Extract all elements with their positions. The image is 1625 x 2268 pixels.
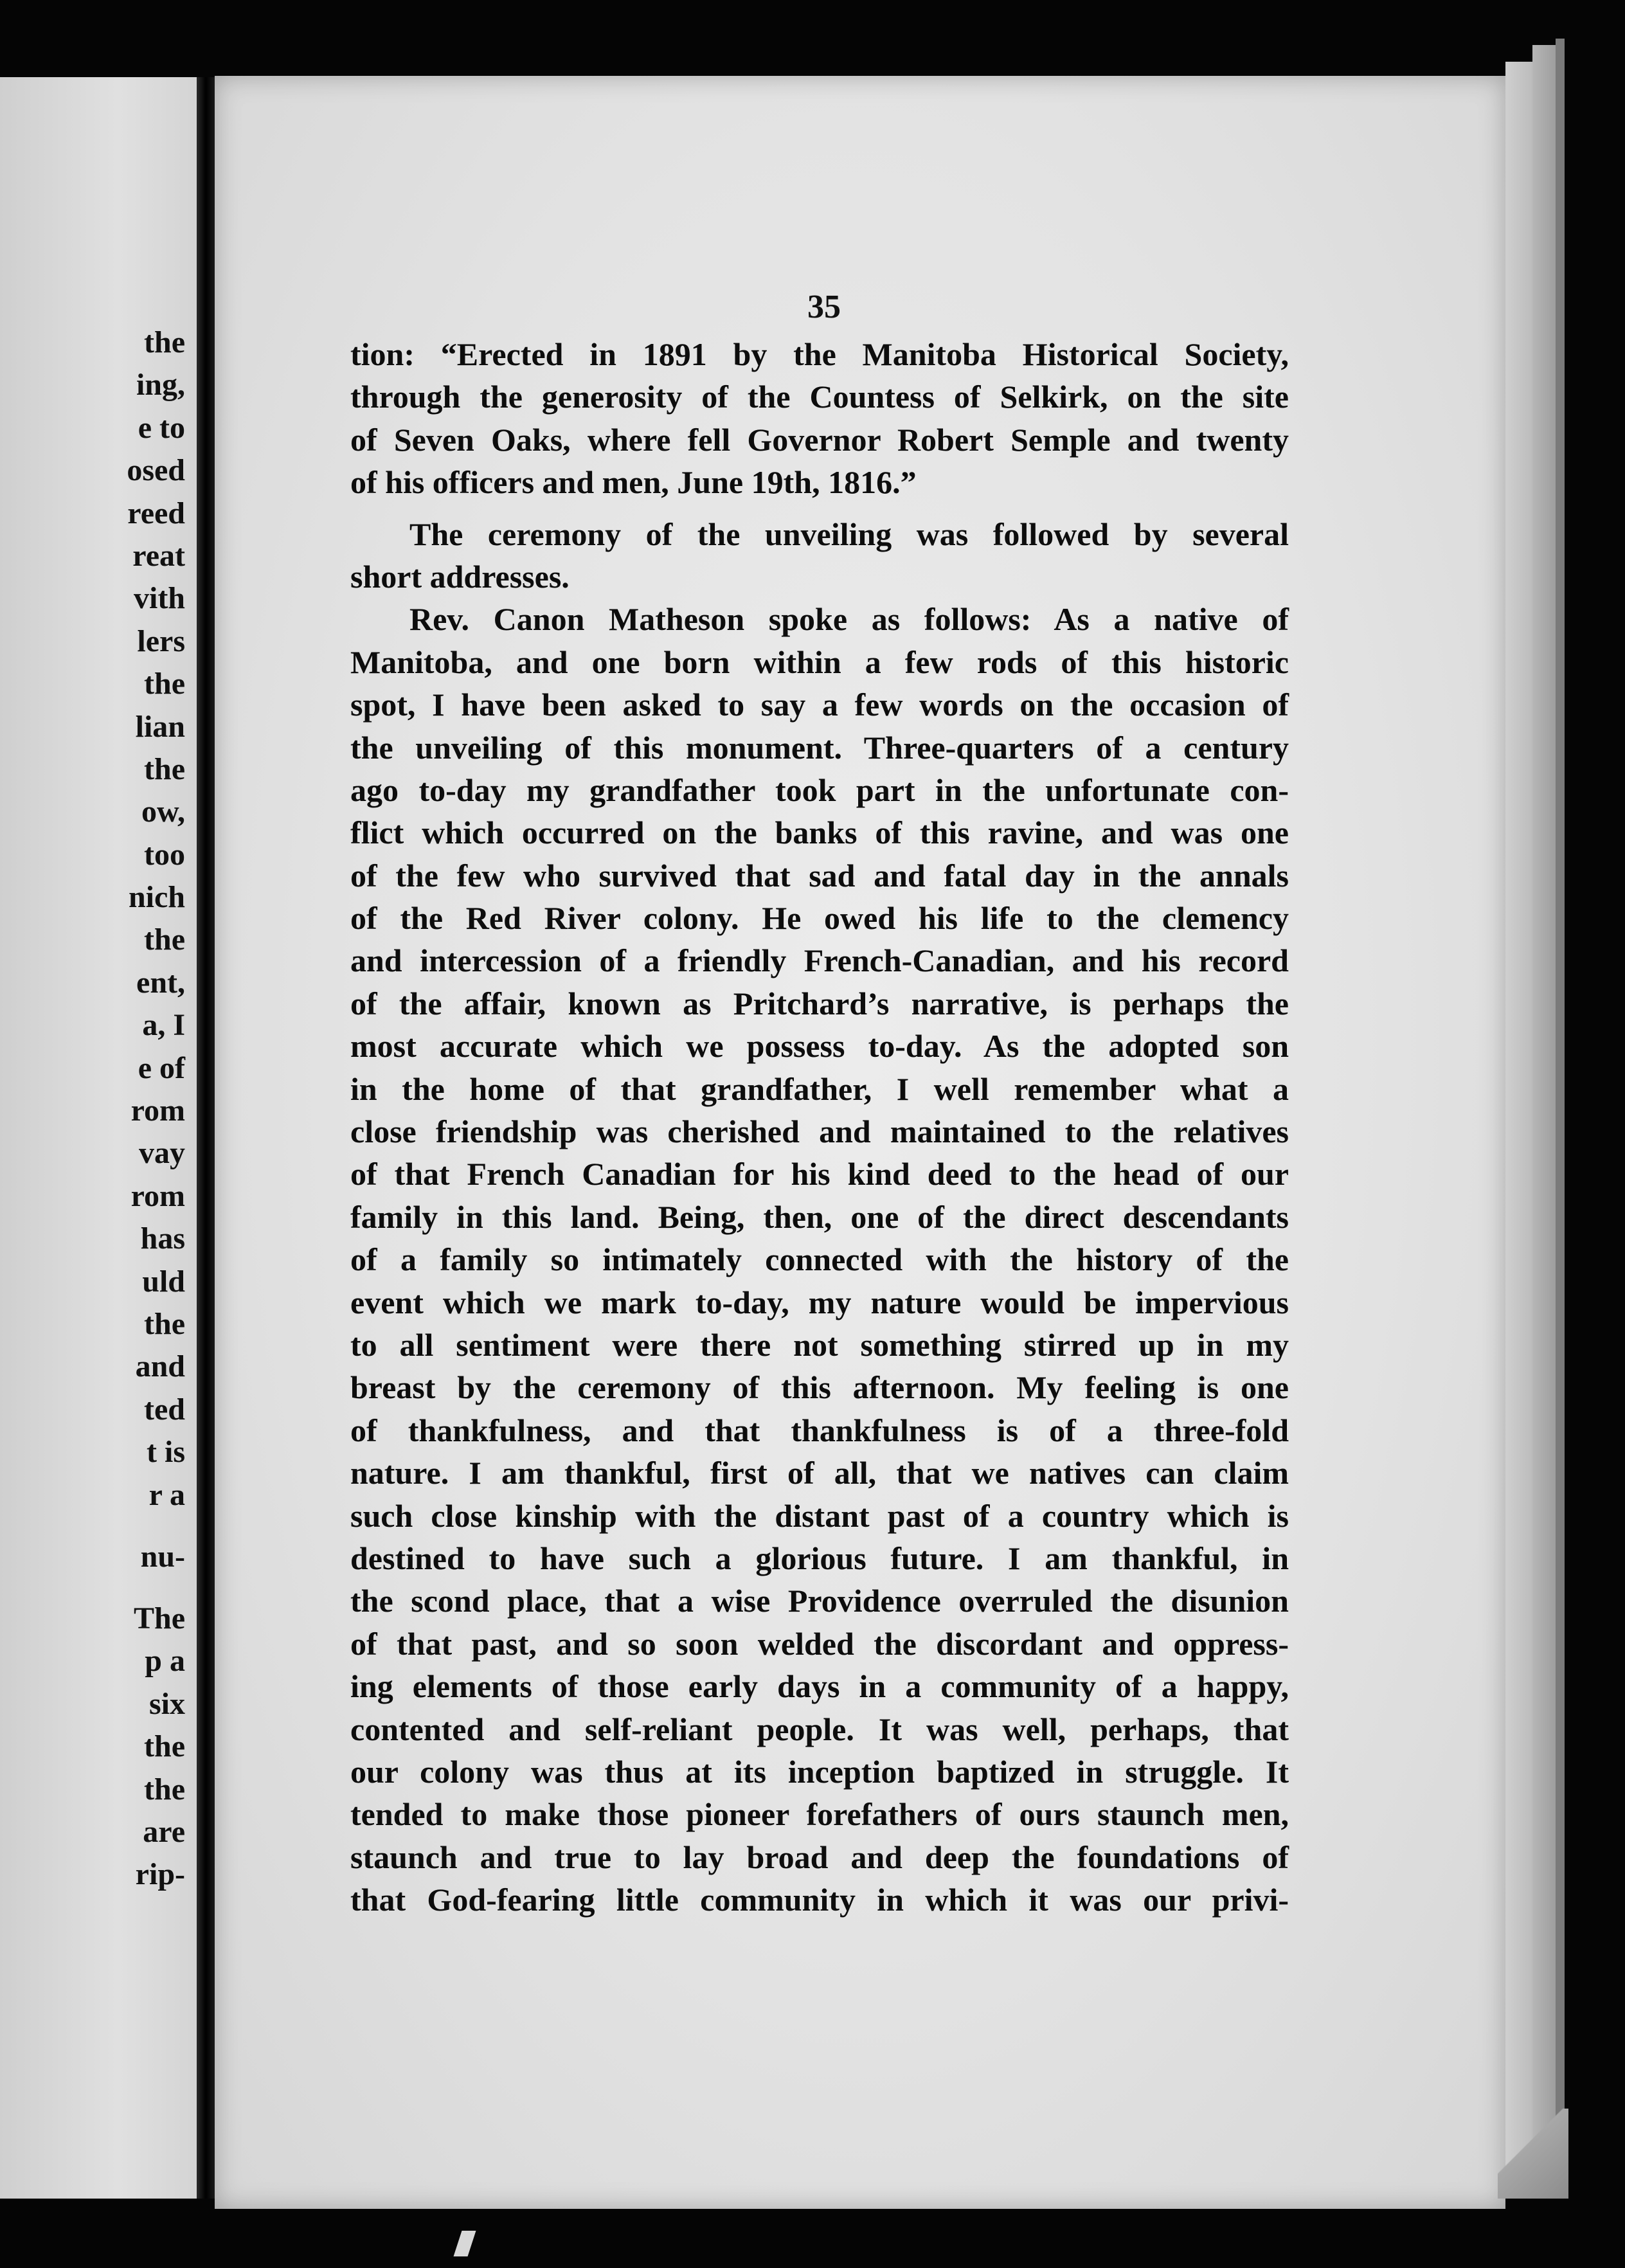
page-body-text [350, 333, 1289, 1921]
text-line: staunch and true to lay broad and deep the foundations of [350, 1839, 1289, 1875]
left-fragment: are [143, 1814, 185, 1849]
text-line: ago to-day my grandfather took part in the unfortunate con- [350, 771, 1289, 808]
text-line: of a family so intimately connected with the history of the [350, 1241, 1289, 1278]
left-fragment: too [144, 837, 185, 872]
left-fragment: reat [132, 538, 185, 573]
left-fragment: the [144, 1729, 185, 1764]
text-line: of his officers and men, June 19th, 1816.” [350, 464, 917, 501]
text-line: most accurate which we possess to-day. As the adopted son [350, 1028, 1289, 1065]
text-line: Rev. Canon Matheson spoke as follows: As a native of [409, 601, 1289, 638]
text-line: flict which occurred on the banks of this ravine, and was one [350, 815, 1289, 851]
left-fragment: ing, [136, 368, 185, 402]
text-line: of that French Canadian for his kind deed to the head of our [350, 1156, 1289, 1192]
text-line: that God-fearing little community in which it was our privi- [350, 1882, 1289, 1918]
scan-speck [454, 2231, 476, 2256]
left-fragment: p a [145, 1644, 185, 1679]
left-fragment: The [133, 1601, 185, 1635]
text-line: of thankfulness, and that thankfulness is of a three-fold [350, 1412, 1289, 1448]
text-line: our colony was thus at its inception baptized in struggle. It [350, 1753, 1289, 1790]
page-edge [1556, 39, 1565, 2121]
left-fragment: the [144, 752, 185, 786]
text-line: The ceremony of the unveiling was followed by several [409, 516, 1289, 552]
text-line: ing elements of those early days in a community of a happy, [350, 1668, 1289, 1705]
text-line: to all sentiment were there not something stirred up in my [350, 1326, 1289, 1363]
left-fragment: vay [139, 1136, 185, 1171]
page-corner-curl [1498, 2109, 1568, 2199]
text-line: short addresses. [350, 558, 570, 595]
page-edge [1505, 62, 1532, 2183]
left-fragment: r a [148, 1477, 185, 1512]
text-line: of the few who survived that sad and fatal day in the annals [350, 857, 1289, 894]
text-line: through the generosity of the Countess of Selkirk, on the site [350, 379, 1289, 415]
text-line: destined to have such a glorious future. I am thankful, in [350, 1540, 1289, 1576]
text-line: event which we mark to-day, my nature would be impervious [350, 1284, 1289, 1320]
left-fragment: and [135, 1349, 185, 1384]
text-line: such close kinship with the distant past of a country which is [350, 1497, 1289, 1534]
text-line: of Seven Oaks, where fell Governor Robert Semple and twenty [350, 421, 1289, 458]
left-fragment: ent, [136, 965, 185, 1000]
left-fragment: lers [137, 624, 185, 658]
left-fragment: nich [128, 880, 185, 915]
text-line: close friendship was cherished and maintained to the relatives [350, 1113, 1289, 1150]
left-fragment: a, I [142, 1008, 185, 1043]
left-fragment: e to [138, 410, 185, 445]
left-fragment: osed [127, 453, 185, 488]
left-fragment: the [144, 1772, 185, 1806]
text-line: tion: “Erected in 1891 by the Manitoba Historical Society, [350, 336, 1289, 372]
book-gutter [197, 77, 215, 2199]
left-fragment: reed [127, 496, 185, 530]
page-number: 35 [807, 289, 841, 325]
text-line: spot, I have been asked to say a few words on the occasion of [350, 687, 1289, 723]
text-line: tended to make those pioneer forefathers of ours staunch men, [350, 1796, 1289, 1833]
left-page-text-fragments [0, 321, 193, 1896]
text-line: contented and self-reliant people. It was well, perhaps, that [350, 1711, 1289, 1747]
left-fragment: vith [133, 581, 185, 616]
left-fragment: the [144, 325, 185, 359]
text-line: in the home of that grandfather, I well remember what a [350, 1070, 1289, 1107]
text-line: nature. I am thankful, first of all, that we natives can claim [350, 1455, 1289, 1491]
text-line: of the Red River colony. He owed his life to the clemency [350, 900, 1289, 937]
text-line: the scond place, that a wise Providence overruled the disunion [350, 1583, 1289, 1619]
left-fragment: e of [138, 1050, 185, 1085]
left-fragment: six [148, 1686, 185, 1721]
left-fragment: ted [144, 1392, 185, 1426]
left-facing-page [0, 77, 197, 2199]
text-line: Manitoba, and one born within a few rods of this historic [350, 644, 1289, 680]
left-fragment: the [144, 923, 185, 957]
text-line: of the affair, known as Pritchard’s narrative, is perhaps the [350, 985, 1289, 1022]
left-fragment: nu- [140, 1539, 185, 1574]
left-fragment: rom [130, 1178, 185, 1213]
left-fragment: lian [135, 709, 185, 744]
left-fragment: the [144, 1306, 185, 1341]
text-line: and intercession of a friendly French-Canadian, and his record [350, 942, 1289, 979]
text-line: breast by the ceremony of this afternoon. My feeling is one [350, 1369, 1289, 1406]
left-fragment: has [140, 1221, 185, 1256]
text-line: family in this land. Being, then, one of the direct descendants [350, 1198, 1289, 1235]
text-line: the unveiling of this monument. Three-quarters of a century [350, 729, 1289, 766]
left-fragment: t is [147, 1435, 185, 1470]
left-fragment: ow, [141, 795, 185, 829]
left-fragment: the [144, 667, 185, 701]
left-fragment: rip- [135, 1857, 185, 1892]
text-line: of that past, and so soon welded the discordant and oppress- [350, 1625, 1289, 1662]
left-fragment: uld [142, 1264, 185, 1299]
page-edge [1532, 45, 1556, 2160]
left-fragment: rom [130, 1094, 185, 1128]
